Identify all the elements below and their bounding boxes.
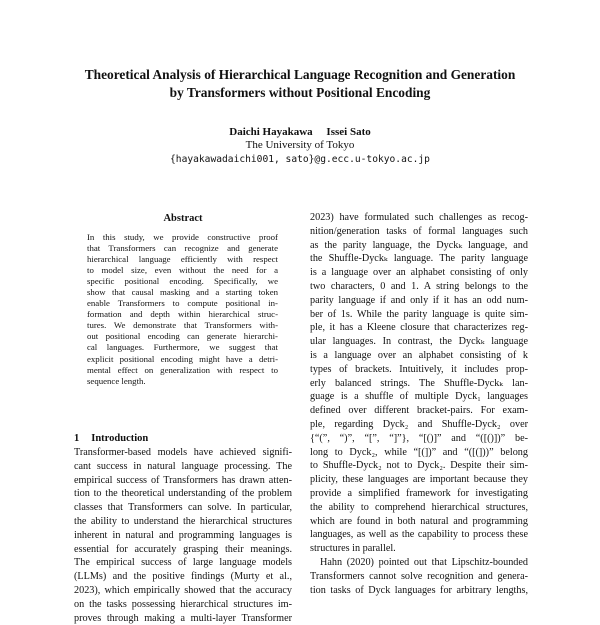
text-line: structures in parallel. bbox=[310, 543, 396, 555]
text-line: show that causal masking and a starting token bbox=[87, 287, 278, 298]
text-line: tion to the theoretical understanding of the problem bbox=[74, 488, 292, 500]
text-line: erly balanced strings. The Shuffle-Dyckₖ lan- bbox=[310, 377, 528, 389]
text-line: languages, as well as the capability to process these bbox=[310, 529, 528, 541]
text-line: {“(”, “)”, “[”, “]”}, “[()]” and “([()])” be- bbox=[310, 432, 528, 444]
paper-title bbox=[40, 66, 560, 101]
text-line: the ability to comprehend hierarchical structures, bbox=[310, 501, 528, 513]
text-line: proves through making a multi-layer Transformer bbox=[74, 612, 292, 624]
title-line: Theoretical Analysis of Hierarchical Language Recognition and Generation bbox=[84, 67, 516, 82]
text-line: the ability to understand the hierarchical structures bbox=[74, 515, 292, 527]
section-heading bbox=[74, 432, 148, 445]
text-line: that Transformers can recognize and generate bbox=[87, 243, 278, 254]
text-line: parity language if and only if it has an odd num- bbox=[310, 294, 528, 306]
text-line: In this study, we provide constructive proof bbox=[87, 232, 278, 242]
text-line: two characters, 0 and 1. A string belongs to the bbox=[310, 280, 528, 292]
text-line: enable Transformers to compute positional in- bbox=[87, 298, 278, 309]
text-line: classes that Transformers can solve. In particular, bbox=[74, 502, 292, 514]
section-number: 1 bbox=[74, 433, 80, 444]
abstract-body bbox=[87, 232, 278, 387]
text-line: Transformers cannot solve recognition and genera- bbox=[310, 570, 528, 582]
text-line: long to Dyck₂, while “[(])” and “([(]))” belong bbox=[310, 446, 528, 458]
text-line: 2023) have formulated such challenges as recog- bbox=[310, 212, 528, 223]
text-line: cal languages. Furthermore, we suggest that bbox=[87, 342, 278, 353]
text-line: guage is a shuffle of multiple Dyck₁ languages bbox=[310, 391, 528, 403]
text-line: essential for accurately grasping their meanings. bbox=[74, 543, 292, 555]
section-title: Introduction bbox=[91, 433, 149, 444]
abstract-heading: Abstract bbox=[163, 213, 203, 224]
right-column-text bbox=[310, 211, 528, 597]
text-line: Hahn (2020) pointed out that Lipschitz-bounded bbox=[320, 556, 528, 568]
text-line: the Shuffle-Dyckₖ language. The parity language bbox=[310, 253, 528, 265]
text-line: to Shuffle-Dyck₂ not to Dyck₂. Despite their sim- bbox=[310, 460, 528, 472]
text-line: types of brackets. Intuitively, it includes prop- bbox=[310, 363, 528, 375]
text-line: empirical success of Transformers has drawn atten- bbox=[74, 474, 292, 486]
text-line: out positional encoding can generate hierarchi- bbox=[87, 331, 278, 342]
text-line: hierarchical language efficiently with respect bbox=[87, 254, 278, 265]
text-line: which are found in both natural and programming bbox=[310, 515, 528, 527]
text-line: to model size, even without the need for a bbox=[87, 265, 278, 276]
text-line: sequence length. bbox=[87, 375, 146, 386]
author-names: Daichi Hayakawa Issei Sato bbox=[229, 126, 371, 138]
text-line: defined over different bracket-pairs. For exam- bbox=[310, 405, 528, 417]
text-line: on the tasks possessing hierarchical structures im- bbox=[74, 598, 292, 610]
text-line: mental effect on generalization with respect to bbox=[87, 364, 278, 375]
text-line: Transformer-based models have achieved signifi- bbox=[74, 447, 292, 458]
text-line: tion tasks of Dyck languages for arbitrary lengths, bbox=[310, 584, 528, 596]
text-line: formation and depth within hierarchical struc- bbox=[87, 309, 278, 320]
text-line: specific positional encoding. Specifically, we bbox=[87, 276, 278, 287]
text-line: ber of 1s. While the parity language is quite sim- bbox=[310, 308, 528, 320]
text-line: ple, regarding Dyck₂ and Shuffle-Dyck₂ over bbox=[310, 418, 528, 430]
author-email: {hayakawadaichi001, sato}@g.ecc.u-tokyo.ac.jp bbox=[170, 154, 430, 165]
title-line: by Transformers without Positional Encoding bbox=[169, 84, 431, 100]
text-line: ular languages. In contrast, the Dyckₖ language bbox=[310, 336, 528, 348]
text-line: inherent in natural and programming languages is bbox=[74, 529, 292, 541]
left-column-text bbox=[74, 446, 292, 625]
text-line: is a language over an alphabet consisting of only bbox=[310, 267, 528, 279]
text-line: cant success in natural language processing. The bbox=[74, 460, 292, 472]
text-line: (LLMs) and the positive findings (Murty et al., bbox=[74, 571, 292, 583]
text-line: is a language over an alphabet consisting of k bbox=[310, 349, 528, 361]
text-line: tures. We demonstrate that Transformers with- bbox=[87, 320, 278, 331]
affiliation: The University of Tokyo bbox=[245, 139, 355, 151]
text-line: provide a simplified framework for investigating bbox=[310, 487, 528, 499]
text-line: ple, it has a Kleene closure that characterizes reg- bbox=[310, 322, 528, 334]
text-line: 2023), which empirically showed that the accuracy bbox=[74, 584, 292, 596]
text-line: explicit positional encoding might have a detri- bbox=[87, 353, 278, 364]
text-line: nition/generation tasks of formal languages such bbox=[310, 225, 528, 237]
text-line: The empirical success of large language models bbox=[74, 557, 292, 569]
text-line: as the parity language, the Dyckₖ language, and bbox=[310, 239, 528, 251]
text-line: plicity, these languages are important because they bbox=[310, 474, 528, 486]
